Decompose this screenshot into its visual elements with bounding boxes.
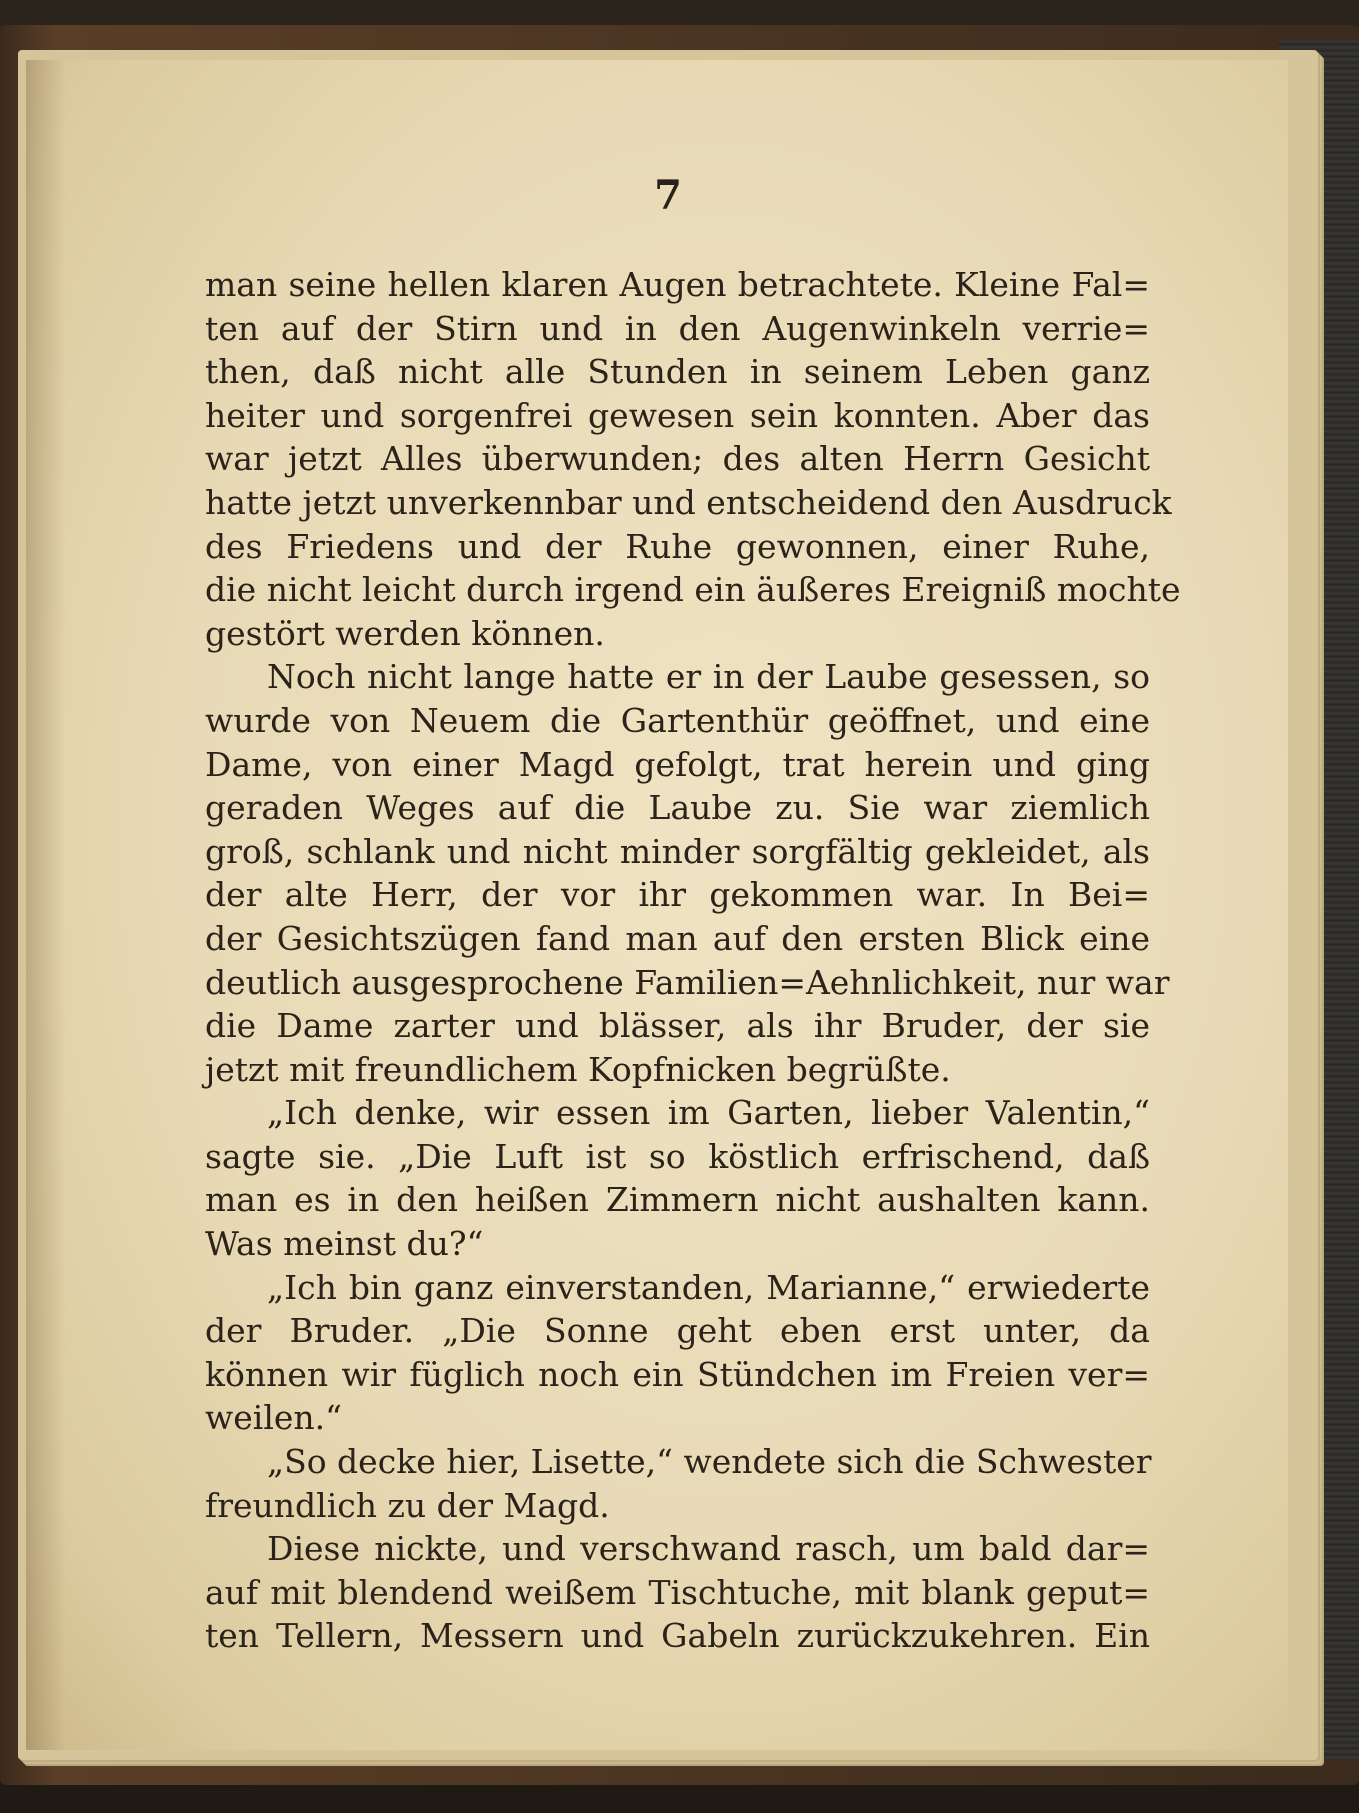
text-line: gestört werden können. bbox=[205, 613, 605, 653]
text-line: geraden Weges auf die Laube zu. Sie war ziemlich bbox=[205, 788, 1150, 828]
text-line: auf mit blendend weißem Tischtuche, mit blank geput= bbox=[205, 1572, 1150, 1612]
text-line: Dame, von einer Magd gefolgt, trat herein und ging bbox=[205, 744, 1150, 784]
text-line: Diese nickte, und verschwand rasch, um bald dar= bbox=[267, 1529, 1150, 1569]
text-line: können wir füglich noch ein Stündchen im Freien ver= bbox=[205, 1354, 1150, 1394]
text-line: der alte Herr, der vor ihr gekommen war. In Bei= bbox=[205, 875, 1150, 915]
text-line: freundlich zu der Magd. bbox=[205, 1485, 610, 1525]
text-line: war jetzt Alles überwunden; des alten Herrn Gesicht bbox=[205, 439, 1150, 479]
gutter-shadow bbox=[26, 60, 66, 1750]
text-line: man es in den heißen Zimmern nicht aushalten kann. bbox=[205, 1180, 1150, 1220]
text-line: der Gesichtszügen fand man auf den ersten Blick eine bbox=[205, 918, 1150, 958]
text-line: ten Tellern, Messern und Gabeln zurückzukehren. Ein bbox=[205, 1616, 1150, 1656]
body-text bbox=[205, 263, 1181, 1658]
text-line: Noch nicht lange hatte er in der Laube gesessen, so bbox=[267, 657, 1150, 697]
text-line: sagte sie. „Die Luft ist so köstlich erfrischend, daß bbox=[205, 1136, 1150, 1176]
text-line: jetzt mit freundlichem Kopfnicken begrüßte. bbox=[205, 1049, 951, 1089]
text-line: die Dame zarter und blässer, als ihr Bruder, der sie bbox=[205, 1006, 1150, 1046]
text-line: „So decke hier, Lisette,“ wendete sich die Schwester bbox=[267, 1442, 1152, 1482]
text-line: deutlich ausgesprochene Familien=Aehnlichkeit, nur war bbox=[205, 962, 1170, 1002]
text-line: then, daß nicht alle Stunden in seinem Leben ganz bbox=[205, 352, 1150, 392]
text-line: heiter und sorgenfrei gewesen sein konnten. Aber das bbox=[205, 395, 1150, 435]
text-line: wurde von Neuem die Gartenthür geöffnet, und eine bbox=[205, 700, 1150, 740]
text-line: Was meinst du?“ bbox=[205, 1224, 484, 1264]
text-line: des Friedens und der Ruhe gewonnen, einer Ruhe, bbox=[205, 526, 1150, 566]
text-line: „Ich denke, wir essen im Garten, lieber Valentin,“ bbox=[267, 1093, 1150, 1133]
text-line: man seine hellen klaren Augen betrachtete. Kleine Fal= bbox=[205, 265, 1150, 304]
text-line: groß, schlank und nicht minder sorgfältig gekleidet, als bbox=[205, 831, 1150, 871]
page-number: 7 bbox=[654, 172, 682, 219]
text-line: der Bruder. „Die Sonne geht eben erst unter, da bbox=[205, 1311, 1150, 1351]
text-line: „Ich bin ganz einverstanden, Marianne,“ erwiederte bbox=[267, 1267, 1150, 1307]
text-line: die nicht leicht durch irgend ein äußeres Ereigniß mochte bbox=[205, 570, 1181, 610]
text-line: weilen.“ bbox=[205, 1398, 343, 1438]
text-line: hatte jetzt unverkennbar und entscheidend den Ausdruck bbox=[205, 482, 1172, 522]
text-line: ten auf der Stirn und in den Augenwinkeln verrie= bbox=[205, 308, 1150, 348]
